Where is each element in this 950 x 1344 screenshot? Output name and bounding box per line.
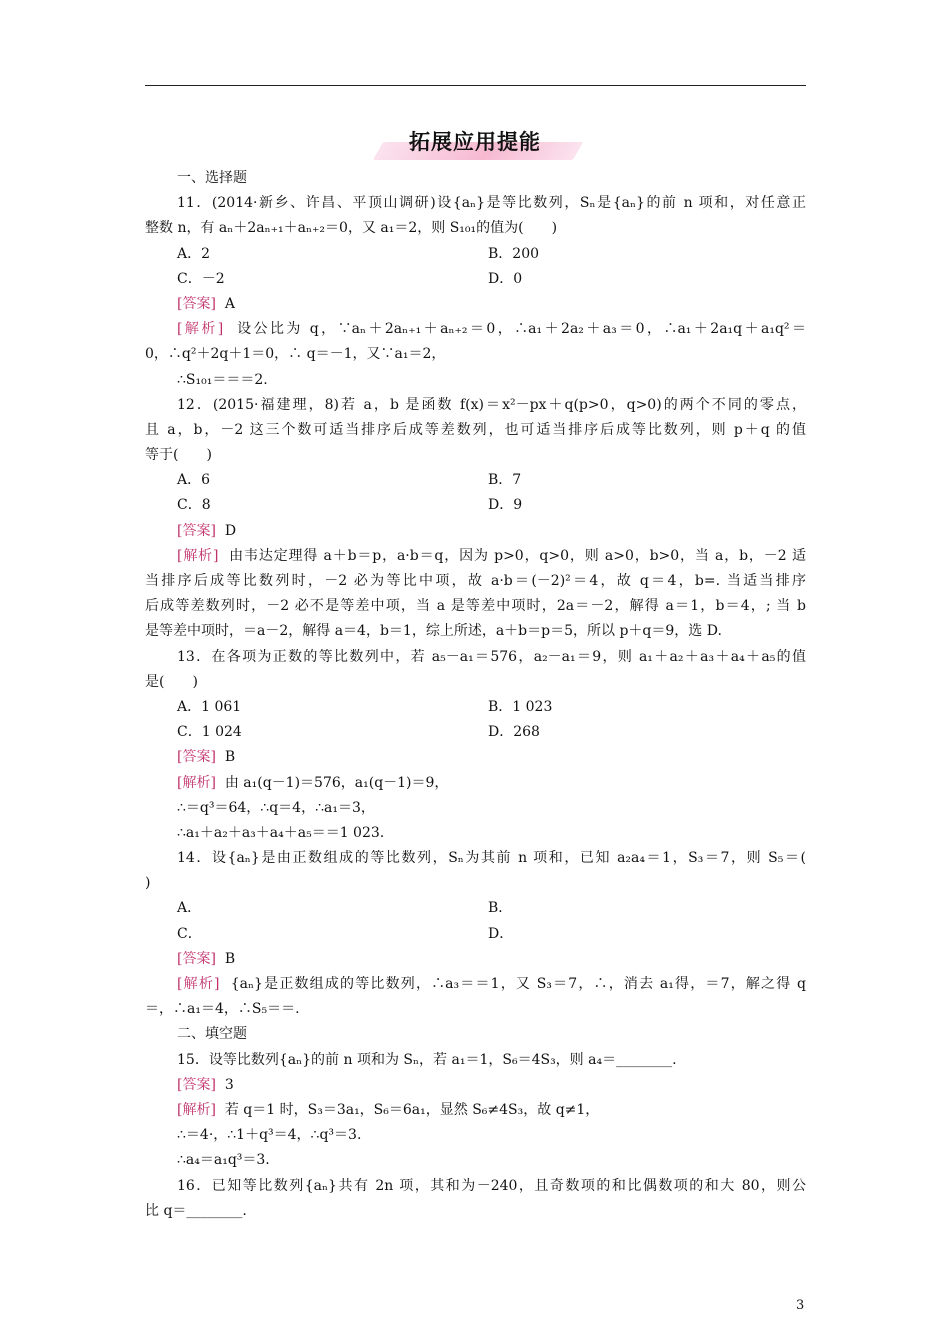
answer-tag: [答案] xyxy=(177,1076,216,1093)
q12-option-c: C．8 xyxy=(177,497,211,514)
q12-line2: 且 a，b，－2 这三个数可适当排序后成等差数列，也可适当排序后成等比数列，则 p＋q 的值 xyxy=(145,421,806,438)
q13-line2: 是( ) xyxy=(145,673,198,690)
page-title: 拓展应用提能 xyxy=(409,130,541,154)
q11-line2: 整数 n，有 aₙ＋2aₙ₊₁＋aₙ₊₂＝0，又 a₁＝2，则 S₁₀₁的值为( ) xyxy=(145,220,558,237)
q11-line1: 11．(2014·新乡、许昌、平顶山调研)设{aₙ}是等比数列，Sₙ是{aₙ}的前 n 项和，对任意正 xyxy=(177,195,806,212)
explanation-tag: [解析] xyxy=(177,774,216,791)
q12-line1: 12．(2015·福建理，8)若 a，b 是函数 f(x)＝x²－px＋q(p>0，q>0)的两个不同的零点， xyxy=(177,396,806,413)
q15-answer xyxy=(145,1073,806,1098)
answer-tag: [答案] xyxy=(177,522,216,539)
q13-explanation-2: ∴＝q³＝64，∴q＝4，∴a₁＝3， xyxy=(177,799,375,816)
q14-option-d: D． xyxy=(488,925,514,942)
q11-explanation-1 xyxy=(145,317,806,342)
q12-explanation-1 xyxy=(145,544,806,569)
q15-line1: 15．设等比数列{aₙ}的前 n 项和为 Sₙ，若 a₁＝1，S₆＝4S₃，则 a₄＝________. xyxy=(177,1051,677,1068)
header-rule xyxy=(145,85,806,86)
q12-options-cd xyxy=(145,493,806,518)
q11-option-b: B．200 xyxy=(488,245,540,262)
q13-exp-text-1: 由 a₁(q－1)＝576，a₁(q－1)＝9， xyxy=(224,774,449,791)
q11-explanation-3: ∴S₁₀₁＝＝＝2. xyxy=(177,371,268,388)
q14-option-b: B． xyxy=(488,900,513,917)
q12-options-ab xyxy=(145,468,806,493)
answer-tag: [答案] xyxy=(177,950,216,967)
q12-explanation-4: 是等差中项时，＝a－2，解得 a＝4，b＝1，综上所述，a＋b＝p＝5，所以 p＋q＝9，选 D. xyxy=(145,623,722,640)
q12-option-a: A．6 xyxy=(177,472,211,489)
section-title xyxy=(360,122,590,170)
q13-options-ab xyxy=(145,695,806,720)
q13-option-b: B．1 023 xyxy=(488,698,553,715)
explanation-tag: [解析] xyxy=(177,1101,216,1118)
q16-line2: 比 q＝________. xyxy=(145,1202,247,1219)
q13-line1: 13．在各项为正数的等比数列中，若 a₅－a₁＝576，a₂－a₁＝9，则 a₁＋a₂＋a₃＋a₄＋a₅的值 xyxy=(177,648,806,665)
q13-explanation-1 xyxy=(145,771,806,796)
q12-line3: 等于( ) xyxy=(145,447,212,464)
q13-option-d: D．268 xyxy=(488,724,540,741)
q14-option-a: A． xyxy=(177,900,202,917)
q15-exp-text-1: 若 q＝1 时，S₃＝3a₁，S₆＝6a₁，显然 S₆≠4S₃，故 q≠1， xyxy=(224,1101,600,1118)
q11-exp-text-1: 设公比为 q，∵aₙ＋2aₙ₊₁＋aₙ₊₂＝0，∴a₁＋2a₂＋a₃＝0，∴a₁＋2a₁q＋a₁q²＝ xyxy=(237,321,806,338)
q14-option-c: C． xyxy=(177,925,202,942)
q11-options-cd xyxy=(145,267,806,292)
explanation-tag: [解析] xyxy=(177,547,219,564)
q16-line1: 16．已知等比数列{aₙ}共有 2n 项，其和为－240，且奇数项的和比偶数项的和大 80，则公 xyxy=(177,1177,806,1194)
q11-option-a: A．2 xyxy=(177,245,211,262)
section-heading-choice: 一、选择题 xyxy=(177,170,247,186)
q12-exp-text-1: 由韦达定理得 a＋b＝p，a·b＝q，因为 p>0，q>0，则 a>0，b>0，当 a，b，－2 适 xyxy=(229,547,806,564)
q12-option-d: D．9 xyxy=(488,497,523,514)
q14-answer-value: B xyxy=(224,950,236,967)
q14-line1: 14．设{aₙ}是由正数组成的等比数列，Sₙ为其前 n 项和，已知 a₂a₄＝1，S₃＝7，则 S₅＝( xyxy=(177,850,806,867)
q14-explanation-1 xyxy=(145,972,806,997)
answer-tag: [答案] xyxy=(177,749,216,766)
q15-explanation-1 xyxy=(145,1098,806,1123)
document-body xyxy=(145,166,806,1224)
q13-options-cd xyxy=(145,720,806,745)
q12-answer-value: D xyxy=(224,522,237,539)
q11-answer-value: A xyxy=(224,295,235,312)
q13-answer-value: B xyxy=(224,749,236,766)
q13-option-c: C．1 024 xyxy=(177,724,242,741)
q15-explanation-2: ∴＝4·，∴1＋q³＝4，∴q³＝3. xyxy=(177,1127,362,1144)
q13-option-a: A．1 061 xyxy=(177,698,242,715)
q11-explanation-2: 0，∴q²＋2q＋1＝0，∴ q＝－1，又∵a₁＝2， xyxy=(145,346,446,363)
q11-option-d: D．0 xyxy=(488,270,523,287)
q14-answer xyxy=(145,947,806,972)
q14-options-cd xyxy=(145,922,806,947)
q15-explanation-3: ∴a₄＝a₁q³＝3. xyxy=(177,1152,270,1169)
q11-options-ab xyxy=(145,242,806,267)
page-number: 3 xyxy=(796,1298,805,1313)
q12-explanation-3: 后成等差数列时，－2 必不是等差中项，当 a 是等差中项时，2a＝－2，解得 a＝1，b＝4，; 当 b xyxy=(145,598,806,615)
q13-answer xyxy=(145,745,806,770)
q12-option-b: B．7 xyxy=(488,472,522,489)
q15-answer-value: 3 xyxy=(224,1076,234,1093)
q14-exp-text-1: {aₙ}是正数组成的等比数列，∴a₃＝＝1，又 S₃＝7，∴，消去 a₁得，＝7，解之得 q xyxy=(230,976,806,992)
q14-line2: ) xyxy=(145,875,151,892)
q13-explanation-3: ∴a₁＋a₂＋a₃＋a₄＋a₅＝＝1 023. xyxy=(177,824,385,841)
q14-explanation-2: ＝，∴a₁＝4，∴S₅＝＝. xyxy=(145,1001,300,1018)
q14-options-ab xyxy=(145,896,806,921)
explanation-tag: [解析] xyxy=(177,321,224,338)
q12-answer xyxy=(145,519,806,544)
explanation-tag: [解析] xyxy=(177,976,220,992)
section-heading-fill: 二、填空题 xyxy=(177,1026,247,1043)
q11-option-c: C．－2 xyxy=(177,270,225,287)
q11-answer xyxy=(145,292,806,317)
q12-explanation-2: 当排序后成等比数列时，－2 必为等比中项，故 a·b＝(－2)²＝4，故 q＝4，b=. 当适当排序 xyxy=(145,573,806,589)
answer-tag: [答案] xyxy=(177,295,216,312)
